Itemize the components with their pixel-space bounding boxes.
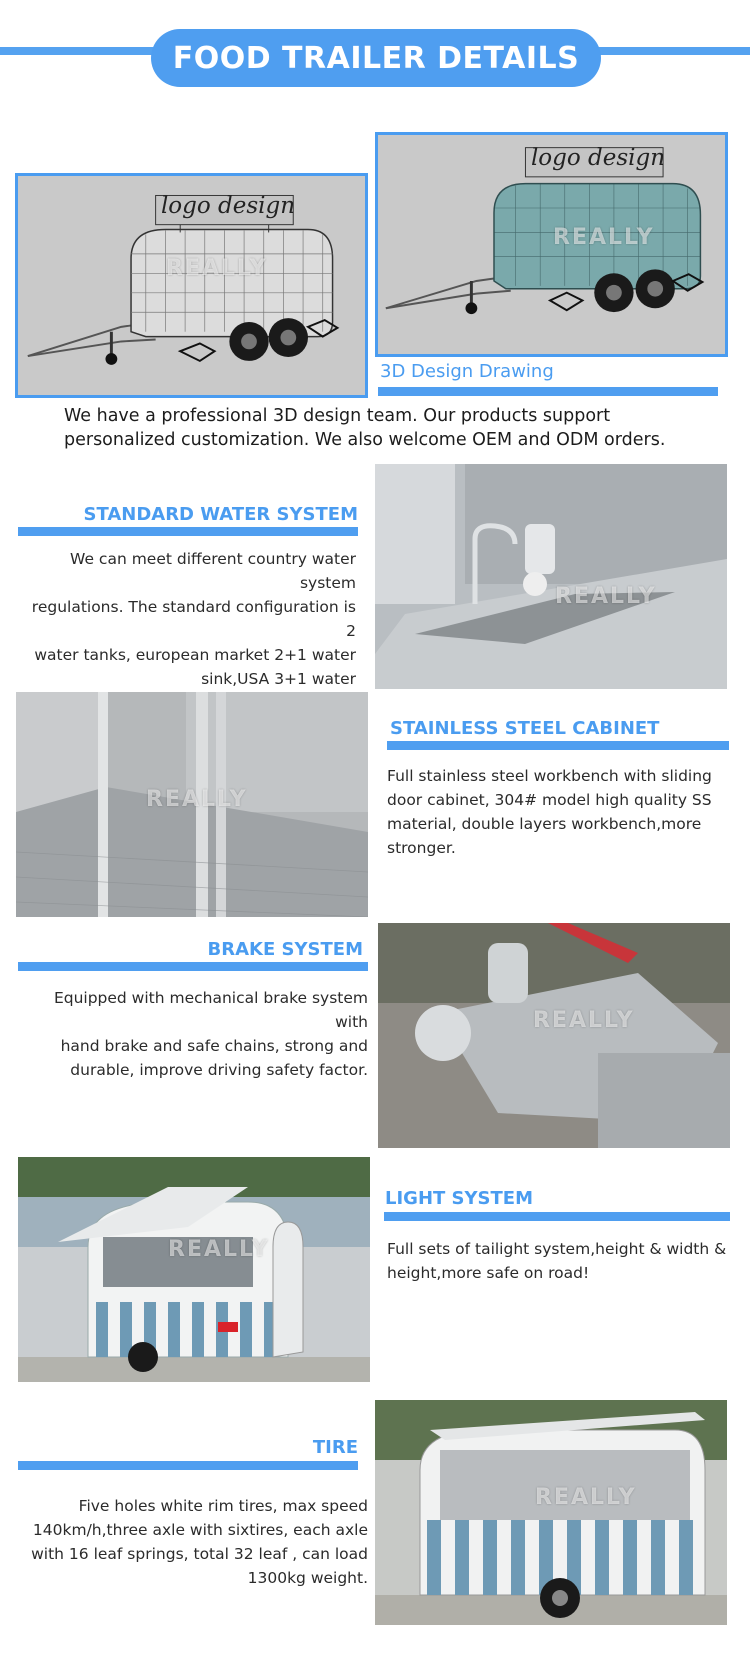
section-title-tire: TIRE: [312, 1437, 358, 1458]
watermark-logo: REALLY: [553, 225, 655, 250]
watermark-logo: REALLY: [535, 1485, 637, 1510]
section-desc-stainless: Full stainless steel workbench with sliding door cabinet, 304# model high quality SS material, double layers workbench,more stronger.: [387, 767, 712, 857]
section-bar-light: [384, 1212, 730, 1221]
sign-text: logo design: [530, 145, 666, 171]
header-line-left: [0, 47, 160, 55]
watermark-logo: REALLY: [168, 1237, 270, 1262]
section-desc-light: Full sets of tailight system,height & width & height,more safe on road!: [387, 1240, 727, 1282]
page-title: FOOD TRAILER DETAILS: [151, 29, 601, 87]
watermark-logo: REALLY: [166, 256, 268, 281]
intro-text: We have a professional 3D design team. Our products support personalized customization. We also welcome OEM and ODM orders.: [64, 406, 666, 450]
design-caption-bar: [378, 387, 718, 396]
photo-light-trailer: [18, 1157, 370, 1382]
section-title-stainless: STAINLESS STEEL CABINET: [390, 718, 660, 739]
photo-brake-coupler: [378, 923, 730, 1148]
3d-drawing-rendered: [375, 132, 728, 357]
photo-stainless-cabinet: [16, 692, 368, 917]
section-title-light: LIGHT SYSTEM: [385, 1188, 533, 1209]
section-bar-stainless: [387, 741, 729, 750]
3d-drawing-wireframe: [15, 173, 368, 398]
watermark-logo: REALLY: [555, 584, 657, 609]
watermark-logo: REALLY: [533, 1008, 635, 1033]
section-bar-brake: [18, 962, 368, 971]
section-title-water: STANDARD WATER SYSTEM: [83, 504, 358, 525]
photo-water-sink: [375, 464, 727, 689]
section-bar-water: [18, 527, 358, 536]
section-bar-tire: [18, 1461, 358, 1470]
watermark-logo: REALLY: [146, 787, 248, 812]
section-desc-tire: Five holes white rim tires, max speed 140km/h,three axle with sixtires, each axle with 16 leaf springs, total 32 leaf , can load 1300kg weight.: [31, 1497, 368, 1587]
design-caption: 3D Design Drawing: [380, 361, 554, 382]
section-title-brake: BRAKE SYSTEM: [207, 939, 363, 960]
section-desc-brake: Equipped with mechanical brake system with hand brake and safe chains, strong and durable, improve driving safety factor.: [53, 989, 368, 1079]
section-desc-water: We can meet different country water system regulations. The standard configuration is 2 water tanks, european market 2+1 water sink,USA 3+1 water: [31, 550, 356, 688]
header-line-right: [592, 47, 750, 55]
sign-text: logo design: [160, 193, 296, 219]
photo-tire-trailer: [375, 1400, 727, 1625]
